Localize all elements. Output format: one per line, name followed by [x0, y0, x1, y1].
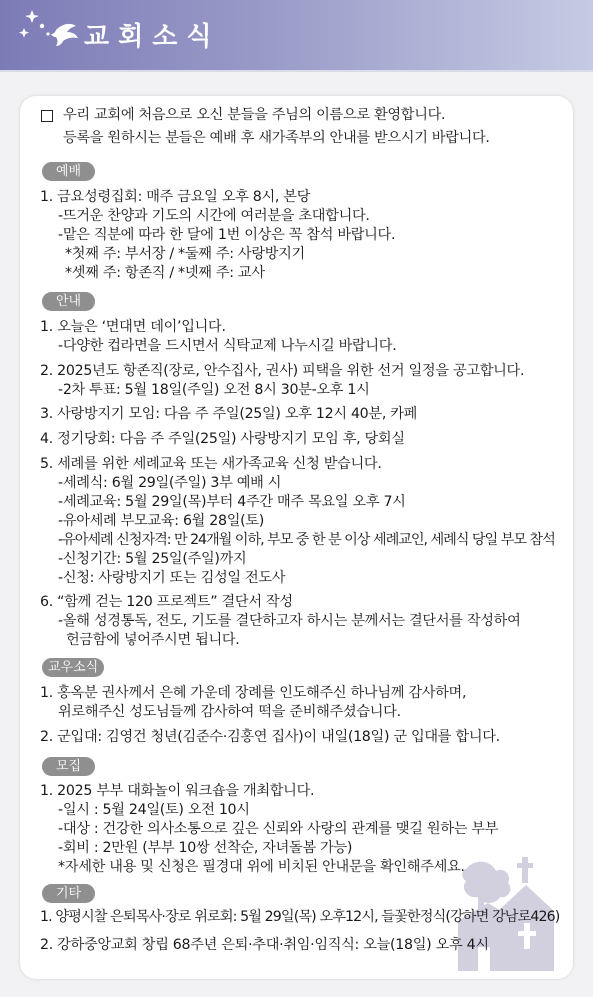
notice-item: 3. 사랑방지기 모임: 다음 주 주일(25일) 오후 12시 40분, 카페 [40, 406, 418, 422]
section-badge-etc: 기타 [42, 884, 95, 903]
notice-item: -유아세례 부모교육: 6월 28일(토) [58, 513, 265, 529]
notice-item: 6. “함께 걷는 120 프로젝트” 결단서 작성 [40, 594, 293, 610]
worship-item: -맡은 직분에 따라 한 달에 1번 이상은 꼭 참석 바랍니다. [58, 227, 396, 243]
sparkle-dove-icon [18, 6, 88, 60]
header-banner [0, 0, 593, 72]
intro-welcome: 우리 교회에 처음으로 오신 분들을 주님의 이름으로 환영합니다. [63, 107, 446, 123]
section-badge-recruit: 모집 [42, 757, 95, 776]
recruit-item: *자세한 내용 및 신청은 필경대 위에 비치된 안내문을 확인해주세요. [58, 859, 465, 875]
notice-item: -세례식: 6월 29일(주일) 3부 예배 시 [58, 475, 282, 491]
intro-checkbox-icon [41, 110, 53, 122]
notice-item: 헌금함에 넣어주시면 됩니다. [66, 632, 240, 648]
notice-item: -올해 성경통독, 전도, 기도를 결단하고자 하시는 분께서는 결단서를 작성하여 [58, 613, 521, 629]
recruit-item: 1. 2025 부부 대화놀이 워크숍을 개최합니다. [40, 783, 315, 799]
notice-item: -신청기간: 5월 25일(주일)까지 [58, 551, 247, 567]
worship-item: *첫째 주: 부서장 / *둘째 주: 사랑방지기 [65, 246, 305, 262]
section-badge-members: 교우소식 [42, 658, 104, 677]
members-item: 위로해주신 성도님들께 감사하여 떡을 준비해주셨습니다. [58, 704, 401, 720]
recruit-item: -일시 : 5월 24일(토) 오전 10시 [58, 802, 250, 818]
header-divider [0, 70, 593, 72]
notice-item: -다양한 컵라면을 드시면서 식탁교제 나누시길 바랍니다. [58, 338, 397, 354]
notice-item: 5. 세례를 위한 세례교육 또는 새가족교육 신청 받습니다. [40, 456, 382, 472]
etc-item: 2. 강하중앙교회 창립 68주년 은퇴·추대·취임·임직식: 오늘(18일) 오후 4시 [40, 937, 489, 953]
recruit-item: -대상 : 건강한 의사소통으로 깊은 신뢰와 사랑의 관계를 맺길 원하는 부부 [58, 821, 499, 837]
notice-item: 1. 오늘은 ‘면대면 데이’입니다. [40, 319, 226, 335]
intro-register: 등록을 원하시는 분들은 예배 후 새가족부의 안내를 받으시기 바랍니다. [63, 130, 490, 146]
worship-item: *셋째 주: 항존직 / *넷째 주: 교사 [65, 265, 265, 281]
notice-item: -신청: 사랑방지기 또는 김성일 전도사 [58, 570, 286, 586]
page-title: 교회소식 [84, 22, 221, 52]
members-item: 2. 군입대: 김영건 청년(김준수·김홍연 집사)이 내일(18일) 군 입대를 합니다. [40, 729, 500, 745]
notice-item: -세례교육: 5월 29일(목)부터 4주간 매주 목요일 오후 7시 [58, 494, 406, 510]
worship-item: 1. 금요성령집회: 매주 금요일 오후 8시, 본당 [40, 189, 311, 205]
recruit-item: -회비 : 2만원 (부부 10쌍 선착순, 자녀돌봄 가능) [58, 840, 353, 856]
news-card [20, 96, 573, 979]
section-badge-worship: 예배 [42, 162, 95, 181]
section-badge-notice: 안내 [42, 292, 95, 311]
members-item: 1. 홍옥분 권사께서 은혜 가운데 장례를 인도해주신 하나님께 감사하며, [40, 685, 467, 701]
worship-item: -뜨거운 찬양과 기도의 시간에 여러분을 초대합니다. [58, 208, 370, 224]
notice-item: 2. 2025년도 항존직(장로, 안수집사, 권사) 피택을 위한 선거 일정을 공고합니다. [40, 363, 525, 379]
notice-item: 4. 정기당회: 다음 주 주일(25일) 사랑방지기 모임 후, 당회실 [40, 431, 405, 447]
etc-item: 1. 양평시찰 은퇴목사·장로 위로회: 5월 29일(목) 오후12시, 들꽃한정식(강하면 강남로426) [40, 909, 560, 925]
notice-item: -2차 투표: 5월 18일(주일) 오전 8시 30분-오후 1시 [58, 382, 370, 398]
notice-item: -유아세례 신청자격: 만 24개월 이하, 부모 중 한 분 이상 세례교인, 세례식 당일 부모 참석 [58, 532, 555, 548]
